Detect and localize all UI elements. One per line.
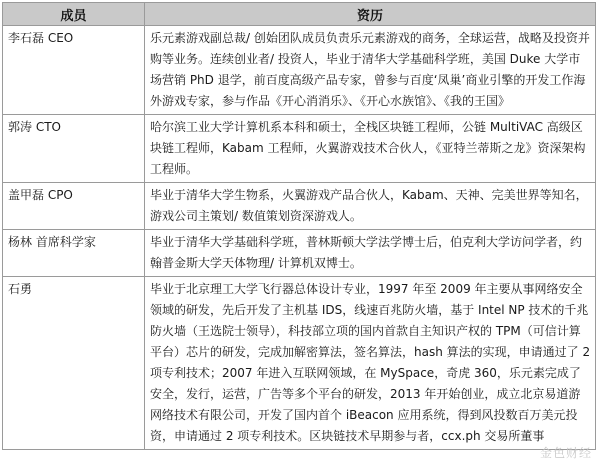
member-bio: 乐元素游戏副总裁/ 创始团队成员负责乐元素游戏的商务，全球运营，战略及投资并购等业务。连续创业者/ 投资人，毕业于清华大学基础科学班，美国 Duke 大学市场营销 PhD 退学，前百度高级产品专家，曾参与百度‘凤巢’商业引擎的开发工作海外游戏专家，参与作品《开心消消乐》、《开心水族馆》、《我的王国》 [145, 26, 596, 115]
member-name: 郭涛 CTO [3, 115, 145, 183]
member-name: 李石磊 CEO [3, 26, 145, 115]
member-name: 杨林 首席科学家 [3, 230, 145, 277]
member-bio: 毕业于北京理工大学飞行器总体设计专业，1997 年至 2009 年主要从事网络安全领域的研发，先后开发了主机基 IDS，线速百兆防火墙，基于 Intel NP 技术的千兆防火墙（王选院士领导），科技部立项的国内首款自主知识产权的 TPM（可信计算平台）芯片的研发，完成加解密算法，签名算法，hash 算法的实现，申请通过了 2 项专利技术；2007 年进入互联网领域，在 MySpace，奇虎 360，乐元素完成了安全，发行，运营，广告等多个平台的研发，2013 年开始创业，成立北京易道游网络技术有限公司，开发了国内首个 iBeacon 应用系统，得到风投数百万美元投资，申请通过 2 项专利技术。区块链技术早期参与者，ccx.ph 交易所董事 [145, 277, 596, 450]
member-bio: 毕业于清华大学生物系，火翼游戏产品合伙人，Kabam、天神、完美世界等知名，游戏公司主策划/ 数值策划资深游戏人。 [145, 183, 596, 230]
header-member: 成员 [3, 3, 145, 26]
header-experience: 资历 [145, 3, 596, 26]
table-row [3, 26, 596, 115]
team-table [2, 2, 596, 450]
member-bio: 毕业于清华大学基础科学班，普林斯顿大学法学博士后，伯克利大学访问学者，约翰普金斯大学天体物理/ 计算机双博士。 [145, 230, 596, 277]
member-bio: 哈尔滨工业大学计算机系本科和硕士，全栈区块链工程师，公链 MultiVAC 高级区块链工程师，Kabam 工程师，火翼游戏技术合伙人，《亚特兰蒂斯之龙》资深架构工程师。 [145, 115, 596, 183]
table-row [3, 183, 596, 230]
member-name: 盖甲磊 CPO [3, 183, 145, 230]
watermark: 金色财经 [539, 446, 592, 460]
member-name: 石勇 [3, 277, 145, 450]
table-header-row [3, 3, 596, 26]
table-row [3, 277, 596, 450]
table-row [3, 115, 596, 183]
table-row [3, 230, 596, 277]
